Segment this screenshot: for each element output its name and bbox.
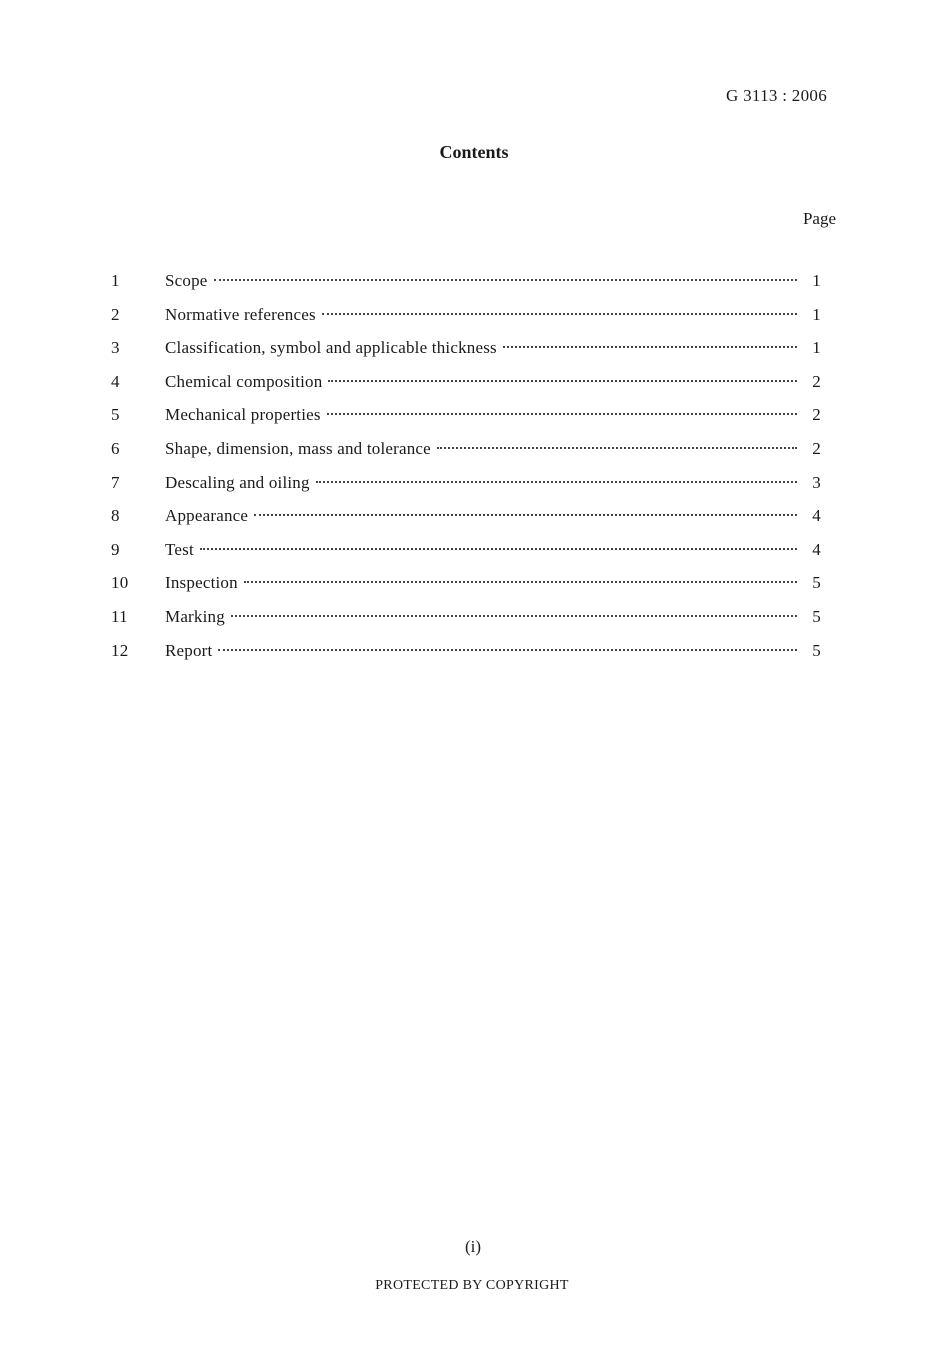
toc-entry[interactable] bbox=[111, 573, 821, 607]
toc-section-number: 4 bbox=[111, 371, 120, 391]
toc-section-title: Descaling and oiling bbox=[165, 472, 310, 492]
toc-entry[interactable] bbox=[111, 607, 821, 641]
dot-leader bbox=[244, 581, 797, 583]
toc-section-number: 10 bbox=[111, 573, 129, 593]
toc-section-number: 1 bbox=[111, 271, 120, 290]
toc-section-number: 9 bbox=[111, 539, 120, 559]
document-number: G 3113 : 2006 bbox=[725, 86, 827, 105]
toc-entry[interactable] bbox=[111, 338, 821, 372]
toc-section-title: Test bbox=[165, 539, 194, 559]
toc-entry[interactable] bbox=[111, 540, 821, 574]
toc-entry[interactable] bbox=[111, 439, 821, 473]
toc-page-number: 4 bbox=[812, 539, 821, 559]
toc-section-title: Normative references bbox=[165, 304, 316, 324]
toc-page-number: 5 bbox=[812, 606, 821, 626]
toc-section-title: Chemical composition bbox=[165, 371, 323, 391]
footer-page-number: (i) bbox=[464, 1237, 482, 1256]
toc-page-number: 2 bbox=[812, 438, 821, 458]
dot-leader bbox=[437, 447, 797, 449]
toc-section-number: 7 bbox=[111, 472, 120, 492]
dot-leader bbox=[322, 313, 797, 315]
toc-page-number: 2 bbox=[812, 405, 821, 425]
dot-leader bbox=[218, 649, 797, 651]
toc-section-number: 8 bbox=[111, 506, 120, 526]
toc-section-title: Inspection bbox=[165, 573, 238, 593]
toc-page-number: 5 bbox=[812, 640, 821, 660]
dot-leader bbox=[214, 279, 797, 281]
toc-section-number: 12 bbox=[111, 640, 129, 660]
dot-leader bbox=[328, 380, 797, 382]
dot-leader bbox=[316, 481, 797, 483]
toc-page-number: 2 bbox=[812, 371, 821, 391]
toc-entry[interactable] bbox=[111, 473, 821, 507]
contents-title: Contents bbox=[439, 142, 509, 162]
toc-section-number: 5 bbox=[111, 405, 120, 425]
dot-leader bbox=[327, 413, 797, 415]
toc-section-title: Scope bbox=[165, 271, 208, 290]
page-column-label: Page bbox=[802, 209, 836, 228]
toc-entry[interactable] bbox=[111, 271, 821, 305]
toc-section-title: Shape, dimension, mass and tolerance bbox=[165, 438, 431, 458]
toc-page-number: 5 bbox=[812, 573, 821, 593]
toc-page-number: 1 bbox=[812, 271, 821, 290]
toc-page-number: 1 bbox=[812, 304, 821, 324]
dot-leader bbox=[503, 346, 797, 348]
toc-page-number: 4 bbox=[812, 506, 821, 526]
toc-section-number: 3 bbox=[111, 338, 120, 358]
toc-entry[interactable] bbox=[111, 641, 821, 675]
toc-page-number: 1 bbox=[812, 338, 821, 358]
toc-entry[interactable] bbox=[111, 372, 821, 406]
copyright-notice: PROTECTED BY COPYRIGHT bbox=[375, 1278, 569, 1293]
toc-page-number: 3 bbox=[812, 472, 821, 492]
toc-section-title: Marking bbox=[165, 606, 225, 626]
toc-section-title: Mechanical properties bbox=[165, 405, 321, 425]
toc-section-title: Report bbox=[165, 640, 213, 660]
table-of-contents bbox=[111, 271, 821, 674]
dot-leader bbox=[231, 615, 797, 617]
toc-section-number: 2 bbox=[111, 304, 120, 324]
toc-section-number: 11 bbox=[111, 606, 128, 626]
toc-entry[interactable] bbox=[111, 405, 821, 439]
toc-section-number: 6 bbox=[111, 438, 120, 458]
dot-leader bbox=[254, 514, 797, 516]
toc-entry[interactable] bbox=[111, 506, 821, 540]
toc-section-title: Appearance bbox=[165, 506, 249, 526]
toc-section-title: Classification, symbol and applicable thickness bbox=[165, 338, 497, 358]
dot-leader bbox=[200, 548, 797, 550]
toc-entry[interactable] bbox=[111, 305, 821, 339]
